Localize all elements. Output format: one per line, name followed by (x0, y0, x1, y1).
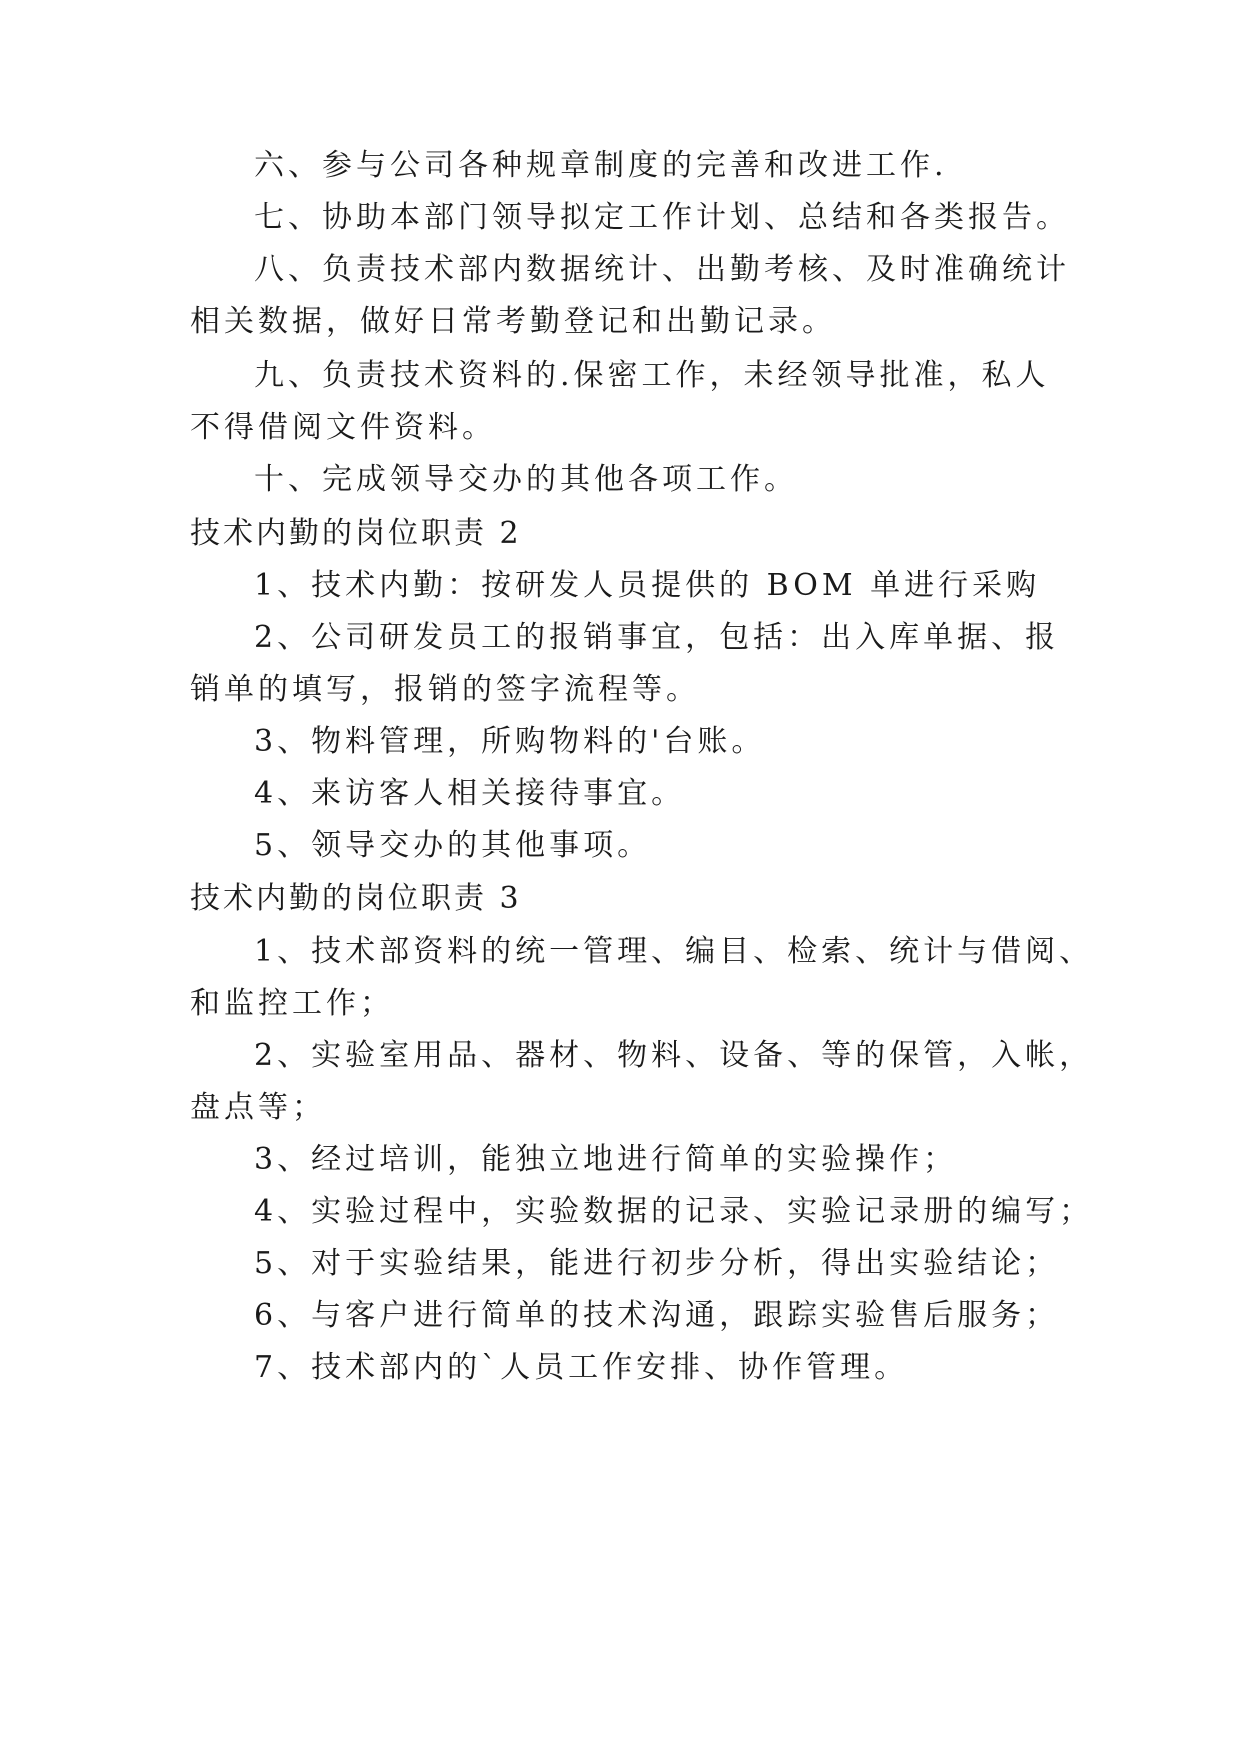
section3-item-1-line1: 1、技术部资料的统一管理、编目、检索、统计与借阅、 (254, 934, 1094, 969)
section2-item-5: 5、领导交办的其他事项。 (254, 828, 652, 863)
section3-item-6: 6、与客户进行简单的技术沟通，跟踪实验售后服务； (254, 1298, 1060, 1333)
section1-item-9-line1: 九、负责技术资料的.保密工作，未经领导批准，私人 (254, 358, 1050, 393)
section2-item-2-line1: 2、公司研发员工的报销事宜，包括：出入库单据、报 (254, 620, 1060, 655)
section3-item-7: 7、技术部内的`人员工作安排、协作管理。 (254, 1350, 909, 1385)
section2-item-1: 1、技术内勤：按研发人员提供的 BOM 单进行采购 (254, 568, 1041, 603)
section3-item-2-line2: 盘点等； (190, 1090, 326, 1125)
section1-item-9-line2: 不得借阅文件资料。 (190, 410, 496, 445)
section3-heading: 技术内勤的岗位职责 3 (190, 881, 522, 916)
section2-heading: 技术内勤的岗位职责 2 (190, 516, 522, 551)
section3-item-1-line2: 和监控工作； (190, 986, 394, 1021)
section1-item-10: 十、完成领导交办的其他各项工作。 (254, 462, 798, 497)
section1-item-6: 六、参与公司各种规章制度的完善和改进工作. (254, 148, 948, 183)
section2-item-2-line2: 销单的填写，报销的签字流程等。 (190, 672, 700, 707)
section3-item-5: 5、对于实验结果，能进行初步分析，得出实验结论； (254, 1246, 1060, 1281)
section2-item-4: 4、来访客人相关接待事宜。 (254, 776, 686, 811)
section1-item-7: 七、协助本部门领导拟定工作计划、总结和各类报告。 (254, 200, 1070, 235)
section1-item-8-line1: 八、负责技术部内数据统计、出勤考核、及时准确统计 (254, 252, 1070, 287)
section3-item-2-line1: 2、实验室用品、器材、物料、设备、等的保管，入帐， (254, 1038, 1094, 1073)
section3-item-4: 4、实验过程中，实验数据的记录、实验记录册的编写； (254, 1194, 1094, 1229)
section1-item-8-line2: 相关数据，做好日常考勤登记和出勤记录。 (190, 304, 836, 339)
section2-item-3: 3、物料管理，所购物料的'台账。 (254, 724, 766, 759)
section3-item-3: 3、经过培训，能独立地进行简单的实验操作； (254, 1142, 958, 1177)
